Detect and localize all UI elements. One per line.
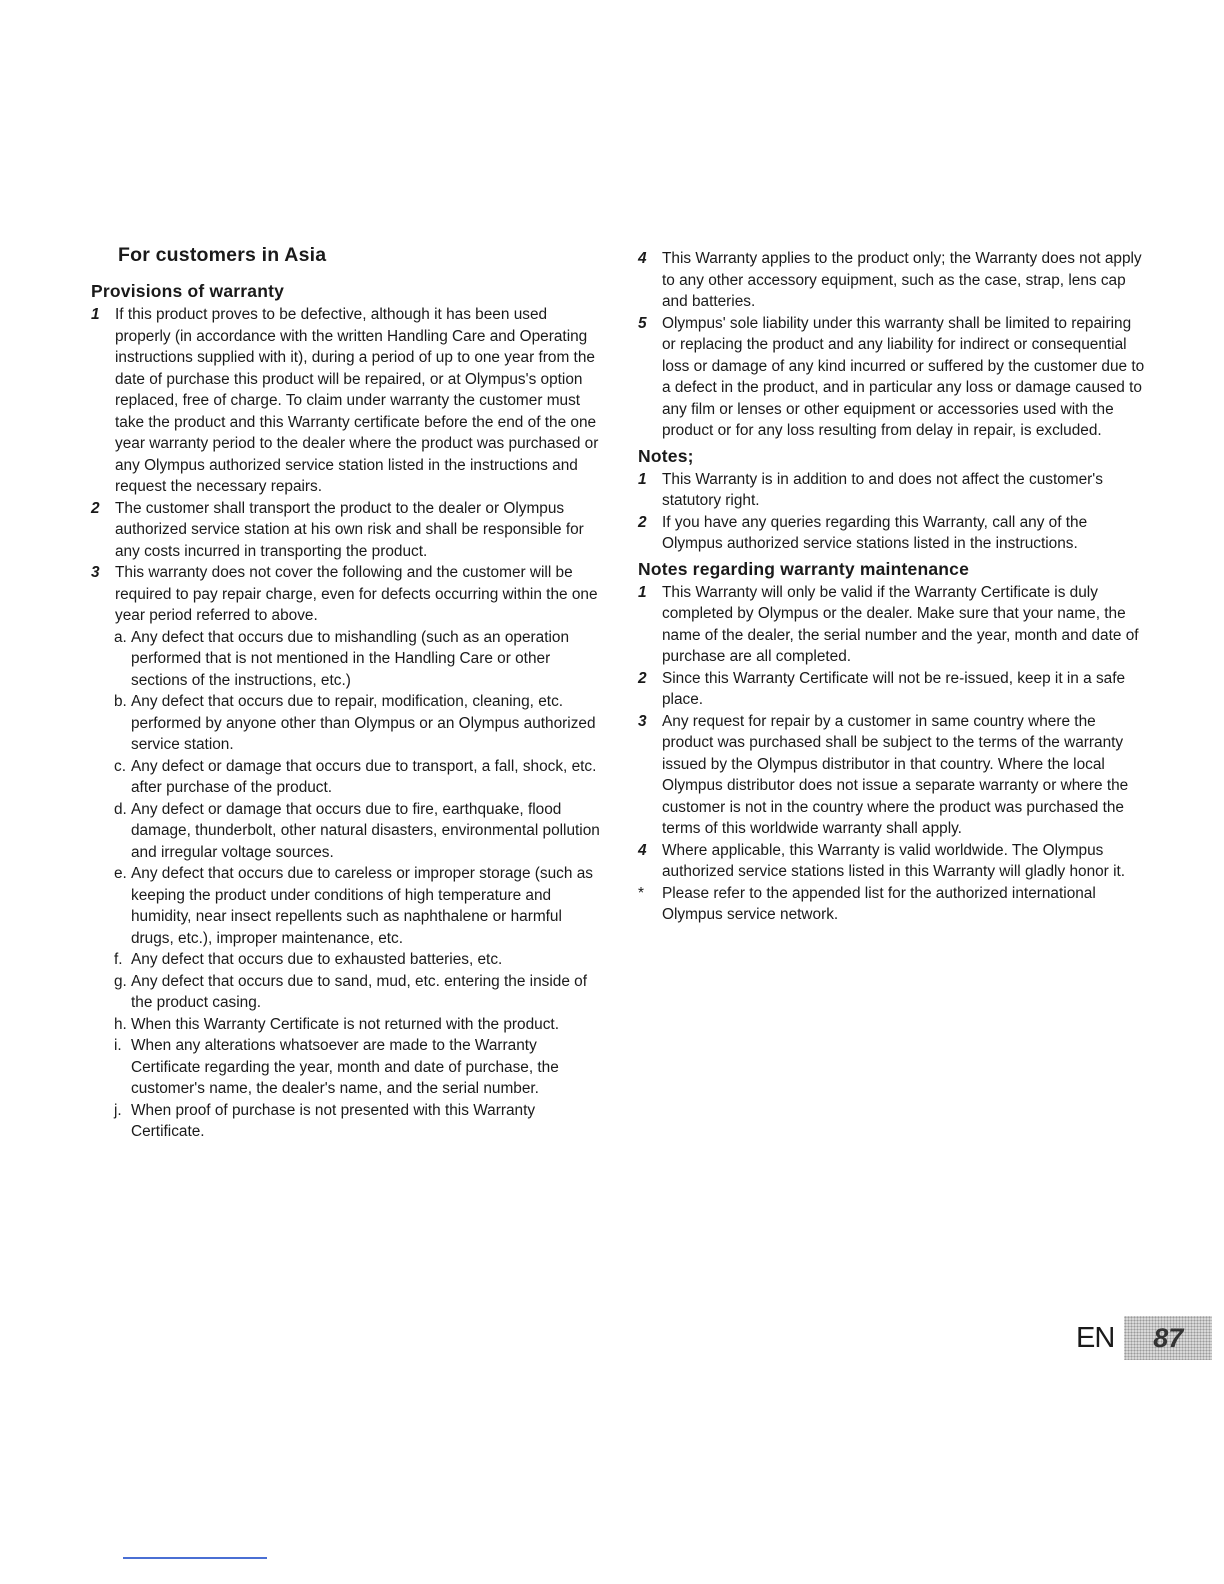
list-item [637,248,1147,313]
sub-list-item [90,949,600,971]
right-column [637,248,1147,926]
item-number: 1 [638,470,647,488]
item-number: 4 [638,250,647,267]
item-number: 5 [638,314,647,332]
list-item [637,582,1147,668]
sub-list-item [90,627,600,692]
item-number: 4 [638,841,647,859]
sub-item-text: When proof of purchase is not presented with this Warranty Certificate. [131,1101,536,1140]
item-number: 3 [638,712,647,730]
page-number-block [1076,1316,1212,1360]
footnote [637,883,1147,926]
sub-list-item [90,756,600,799]
sub-item-letter: c. [114,757,126,775]
item-number: 2 [91,499,100,517]
footnote-mark: * [638,884,644,902]
item-text: This warranty does not cover the following and the customer will be required to pay repair charge, even for defects occurring within the one year period referred to above. [115,564,598,624]
item-text: The customer shall transport the product to the dealer or Olympus authorized service station at his own risk and shall be responsible for any costs incurred in transporting the product. [115,499,584,560]
sub-item-letter: d. [114,800,127,818]
item-text: Olympus' sole liability under this warranty shall be limited to repairing or replacing the product and any liability for indirect or consequential loss or damage of any kind incurred or suffered by the customer due to a defect in the product, and in particular any loss or damage caused to any film or lenses or other equipment or accessories used with the product or for any loss resulting from delay in repair, is excluded. [662,314,1145,439]
item-text: If you have any queries regarding this Warranty, call any of the Olympus authorized service stations listed in the instructions. [662,513,1088,552]
sub-item-text: Any defect or damage that occurs due to fire, earthquake, flood damage, thunderbolt, other natural disasters, environmental pollution and irregular voltage sources. [131,800,600,861]
footnote-text: Please refer to the appended list for the authorized international Olympus service network. [662,884,1096,923]
sub-item-letter: g. [114,972,127,990]
item-number: 2 [638,669,647,687]
sub-item-letter: b. [114,693,127,710]
item-number: 2 [638,513,647,531]
sub-item-text: Any defect that occurs due to mishandling (such as an operation performed that is not mentioned in the Handling Care or other sections of the instructions, etc.) [131,628,570,689]
sub-item-letter: h. [114,1015,127,1033]
sub-item-letter: a. [114,628,127,646]
sub-item-text: Any defect or damage that occurs due to transport, a fall, shock, etc. after purchase of the product. [131,757,597,796]
sub-list-item [90,1014,600,1036]
maintenance-heading: Notes regarding warranty maintenance [638,558,970,579]
sub-item-text: Any defect that occurs due to repair, modification, cleaning, etc. performed by anyone other than Olympus or an Olympus authorized service station. [131,693,596,753]
sub-item-text: When this Warranty Certificate is not returned with the product. [131,1015,559,1033]
sub-list-item [90,691,600,756]
item-number: 1 [638,583,647,601]
item-text: This Warranty applies to the product only; the Warranty does not apply to any other accessory equipment, such as the case, strap, lens cap and batteries. [662,250,1142,310]
sub-item-text: Any defect that occurs due to sand, mud, etc. entering the inside of the product casing. [131,972,588,1011]
list-item [637,711,1147,840]
item-text: Where applicable, this Warranty is valid worldwide. The Olympus authorized service stations listed in this Warranty will gladly honor it. [662,841,1126,880]
list-item [637,668,1147,711]
item-number: 1 [91,306,100,323]
list-item [90,498,600,563]
notes-heading: Notes; [638,445,694,466]
list-item [637,469,1147,512]
section-title: For customers in Asia [118,244,327,266]
page-number: 87 [1124,1316,1212,1360]
list-item [90,562,600,627]
language-label: EN [1076,1321,1115,1354]
item-text: This Warranty is in addition to and does not affect the customer's statutory right. [662,470,1103,509]
sub-list-item [90,1035,600,1100]
sub-item-letter: f. [114,951,123,968]
left-column [90,244,600,1143]
sub-list-item [90,971,600,1014]
sub-list-item [90,863,600,949]
list-item [90,304,600,498]
footer-divider [123,1557,267,1559]
item-number: 3 [91,564,100,581]
sub-item-letter: j. [114,1101,122,1119]
sub-item-letter: e. [114,865,127,882]
sub-item-text: When any alterations whatsoever are made to the Warranty Certificate regarding the year, month and date of purchase, the customer's name, the dealer's name, and the serial number. [131,1037,559,1097]
sub-list-item [90,1100,600,1143]
sub-item-text: Any defect that occurs due to exhausted batteries, etc. [131,951,503,968]
list-item [637,840,1147,883]
sub-item-text: Any defect that occurs due to careless or improper storage (such as keeping the product under conditions of high temperature and humidity, near insect repellents such as naphthalene or harmful drugs, etc.), improper maintenance, etc. [131,865,593,947]
list-item [637,313,1147,442]
sub-list-item [90,799,600,864]
item-text: Since this Warranty Certificate will not be re-issued, keep it in a safe place. [662,669,1126,708]
list-item [637,512,1147,555]
provisions-heading: Provisions of warranty [91,281,285,301]
item-text: This Warranty will only be valid if the Warranty Certificate is duly completed by Olympus or the dealer. Make sure that your name, the name of the dealer, the serial number and the year, month and date of purchase are all completed. [662,583,1139,665]
sub-item-letter: i. [114,1037,122,1054]
item-text: Any request for repair by a customer in same country where the product was purchased shall be subject to the terms of the warranty issued by the Olympus distributor in that country. Where the local Olympus distributor does not issue a separate warranty or where the customer is not in the country where the product was purchased the terms of this worldwide warranty shall apply. [662,712,1129,837]
item-text: If this product proves to be defective, although it has been used properly (in accordance with the written Handling Care and Operating instructions supplied with it), during a period of up to one year from the date of purchase this product will be repaired, or at Olympus's option replaced, free of charge. To claim under warranty the customer must take the product and this Warranty certificate before the end of the one year warranty period to the dealer where the product was purchased or any Olympus authorized service station listed in the instructions and request the necessary repairs. [115,306,599,495]
